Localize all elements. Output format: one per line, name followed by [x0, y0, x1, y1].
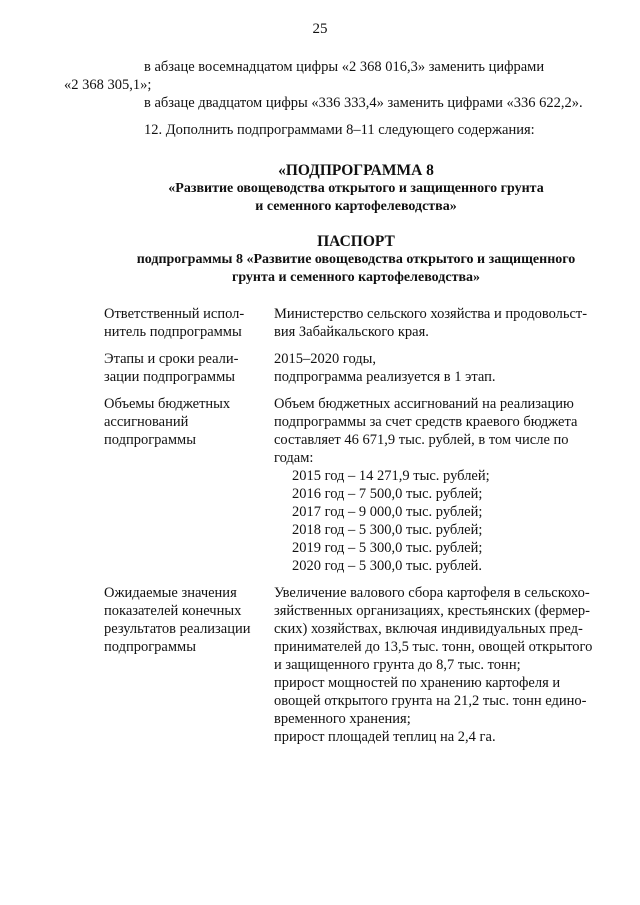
budget-year-item: 2018 год – 5 300,0 тыс. рублей; — [292, 522, 483, 538]
subprogram-subtitle-line-1: «Развитие овощеводства открытого и защищенного грунта — [168, 181, 544, 196]
label-line: зации подпрограммы — [104, 369, 236, 385]
label-line: подпрограммы — [104, 432, 196, 448]
value-line: Министерство сельского хозяйства и продовольст- — [274, 306, 588, 322]
label-line: ассигнований — [104, 414, 189, 430]
row-label — [104, 584, 264, 746]
value-line: овощей открытого грунта на 21,2 тыс. тонн едино- — [274, 693, 587, 709]
subprogram-heading — [104, 162, 608, 216]
label-line: результатов реализации — [104, 621, 251, 637]
row-value — [274, 395, 608, 575]
value-line: Объем бюджетных ассигнований на реализацию — [274, 396, 574, 412]
row-label — [104, 395, 264, 575]
passport-row-stages — [104, 350, 608, 386]
value-line: временного хранения; — [274, 711, 411, 727]
intro-paragraph-3: 12. Дополнить подпрограммами 8–11 следующего содержания: — [144, 122, 535, 138]
intro-p1-line-2: «2 368 305,1»; — [64, 77, 152, 93]
intro-text — [64, 58, 608, 139]
intro-p1-line-1: в абзаце восемнадцатом цифры «2 368 016,3» заменить цифрами — [144, 59, 545, 75]
subprogram-title: «ПОДПРОГРАММА 8 — [278, 162, 434, 179]
value-line: Увеличение валового сбора картофеля в сельскохо- — [274, 585, 590, 601]
budget-year-item: 2015 год – 14 271,9 тыс. рублей; — [292, 468, 490, 484]
label-line: нитель подпрограммы — [104, 324, 242, 340]
label-line: Этапы и сроки реали- — [104, 351, 239, 367]
passport-row-budget — [104, 395, 608, 575]
value-line: годам: — [274, 450, 314, 466]
passport-subtitle-line-1: подпрограммы 8 «Развитие овощеводства открытого и защищенного — [136, 252, 576, 267]
value-line: подпрограмма реализуется в 1 этап. — [274, 369, 496, 385]
value-line: вия Забайкальского края. — [274, 324, 429, 340]
page-number: 25 — [312, 21, 328, 37]
value-line: и защищенного грунта до 8,7 тыс. тонн; — [274, 657, 521, 673]
passport-table — [104, 305, 608, 755]
budget-year-item: 2016 год – 7 500,0 тыс. рублей; — [292, 486, 483, 502]
intro-paragraph-2: в абзаце двадцатом цифры «336 333,4» заменить цифрами «336 622,2». — [144, 95, 583, 111]
value-line: прирост площадей теплиц на 2,4 га. — [274, 729, 496, 745]
row-label — [104, 305, 264, 341]
value-line: подпрограммы за счет средств краевого бюджета — [274, 414, 578, 430]
value-line: 2015–2020 годы, — [274, 351, 377, 367]
label-line: подпрограммы — [104, 639, 196, 655]
budget-year-item: 2020 год – 5 300,0 тыс. рублей. — [292, 558, 483, 574]
row-value — [274, 584, 608, 746]
row-label — [104, 350, 264, 386]
label-line: Объемы бюджетных — [104, 396, 231, 412]
passport-row-expected-results — [104, 584, 608, 746]
budget-by-year-list — [274, 467, 608, 575]
value-line: принимателей до 13,5 тыс. тонн, овощей открытого — [274, 639, 593, 655]
value-line: составляет 46 671,9 тыс. рублей, в том числе по — [274, 432, 569, 448]
label-line: Ожидаемые значения — [104, 585, 237, 601]
passport-heading — [104, 233, 608, 287]
value-line: ских) хозяйствах, включая индивидуальных пред- — [274, 621, 583, 637]
budget-year-item: 2017 год – 9 000,0 тыс. рублей; — [292, 504, 483, 520]
passport-title: ПАСПОРТ — [317, 233, 395, 250]
intro-paragraph-1 — [64, 58, 608, 94]
value-line: зяйственных организациях, крестьянских (фермер- — [274, 603, 590, 619]
subprogram-subtitle-line-2: и семенного картофелеводства» — [255, 199, 457, 214]
label-line: показателей конечных — [104, 603, 242, 619]
passport-row-responsible — [104, 305, 608, 341]
row-value — [274, 350, 608, 386]
passport-subtitle-line-2: грунта и семенного картофелеводства» — [231, 270, 481, 285]
value-line: прирост мощностей по хранению картофеля и — [274, 675, 561, 691]
row-value — [274, 305, 608, 341]
label-line: Ответственный испол- — [104, 306, 245, 322]
budget-year-item: 2019 год – 5 300,0 тыс. рублей; — [292, 540, 483, 556]
